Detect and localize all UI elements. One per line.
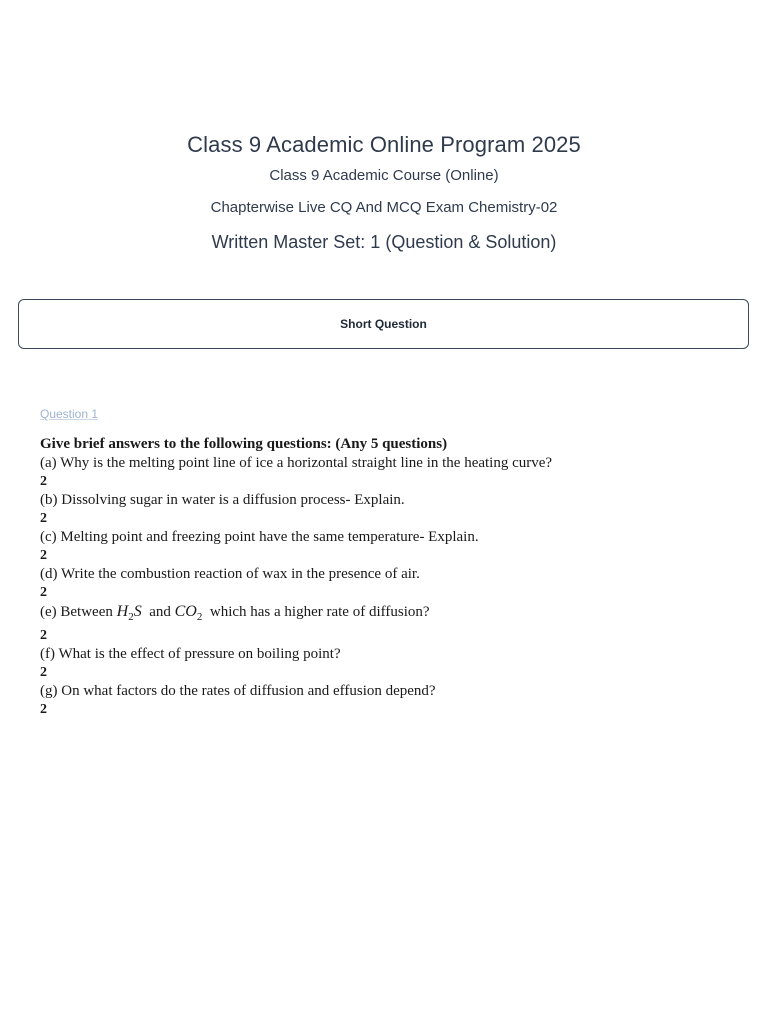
marks: 2 xyxy=(40,548,47,563)
exam-name: Chapterwise Live CQ And MCQ Exam Chemistry-02 xyxy=(210,199,558,216)
marks: 2 xyxy=(40,585,47,600)
page-header xyxy=(0,128,768,256)
formula-h2s: $H_2S$ xyxy=(116,603,142,624)
question-item-e xyxy=(40,602,730,627)
marks: 2 xyxy=(40,511,47,526)
question-item-c: (c) Melting point and freezing point have the same temperature- Explain. xyxy=(40,529,479,545)
item-middle: and xyxy=(149,604,171,620)
section-label: Short Question xyxy=(340,317,427,331)
section-header-box xyxy=(18,299,749,349)
question-item-f: (f) What is the effect of pressure on boiling point? xyxy=(40,646,341,663)
set-title: Written Master Set: 1 (Question & Solution) xyxy=(211,232,557,252)
marks: 2 xyxy=(40,628,47,644)
formula-co2: $CO_2$ xyxy=(174,603,203,624)
question-item-d: (d) Write the combustion reaction of wax in the presence of air. xyxy=(40,566,420,582)
question-item-a: (a) Why is the melting point line of ice a horizontal straight line in the heating curve? xyxy=(40,455,553,471)
program-title: Class 9 Academic Online Program 2025 xyxy=(187,132,581,157)
item-prefix: (e) Between xyxy=(40,604,113,620)
question-body xyxy=(40,434,730,719)
question-link[interactable]: Question 1 xyxy=(40,407,99,421)
marks: 2 xyxy=(40,474,47,489)
marks: 2 xyxy=(40,702,47,718)
course-name: Class 9 Academic Course (Online) xyxy=(269,167,499,184)
question-intro: Give brief answers to the following questions: (Any 5 questions) xyxy=(40,436,448,452)
question-item-b: (b) Dissolving sugar in water is a diffusion process- Explain. xyxy=(40,492,405,508)
question-item-g: (g) On what factors do the rates of diffusion and effusion depend? xyxy=(40,683,436,700)
item-suffix: which has a higher rate of diffusion? xyxy=(209,604,430,620)
marks: 2 xyxy=(40,665,47,681)
